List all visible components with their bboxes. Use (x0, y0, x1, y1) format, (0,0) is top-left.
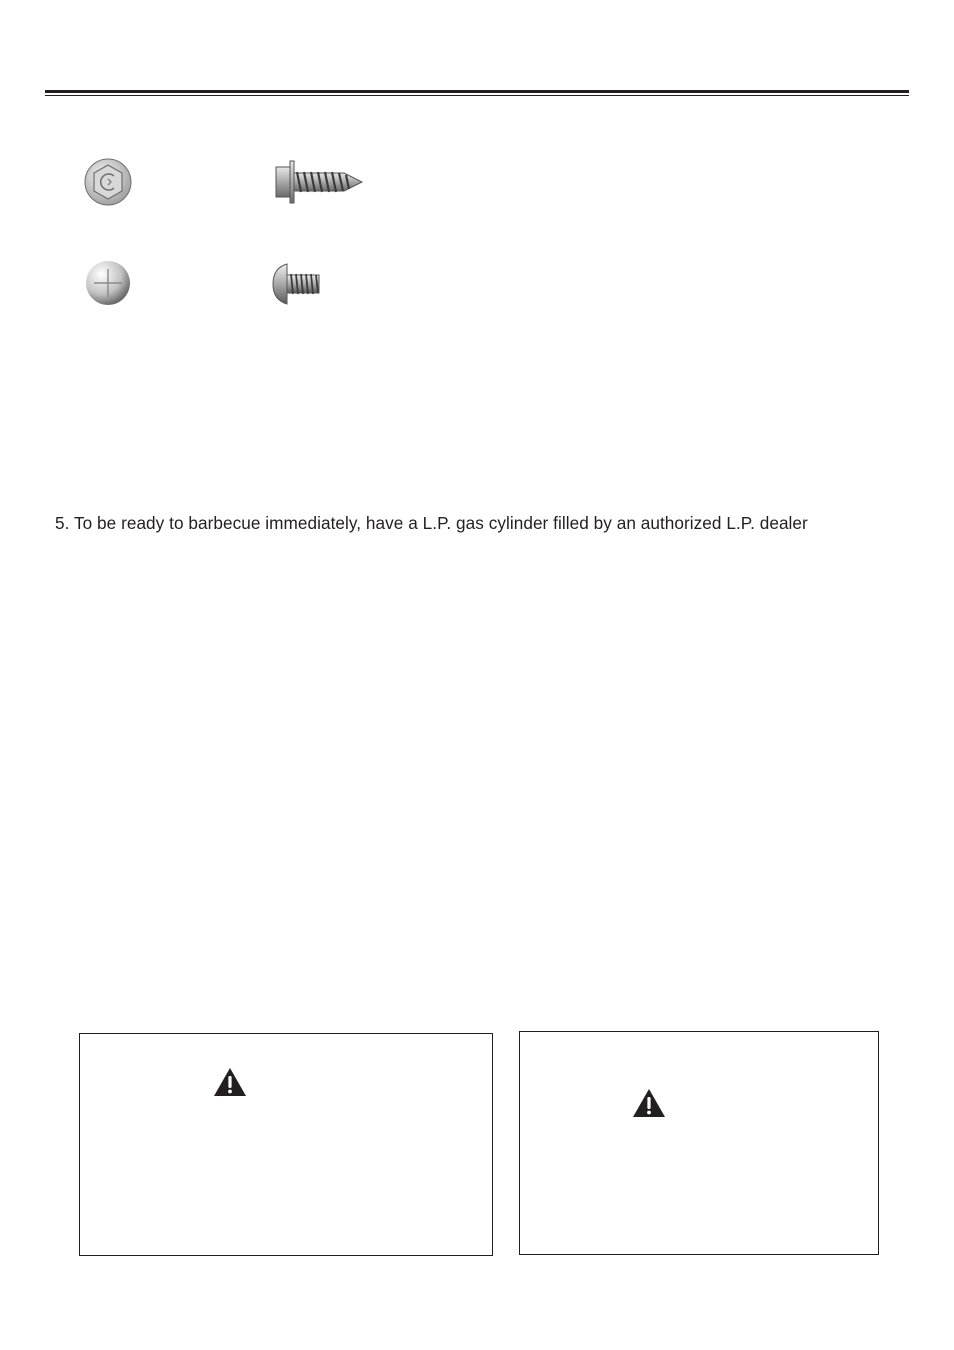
hex-screw-side-icon (272, 157, 366, 207)
step-5-instruction: 5. To be ready to barbecue immediately, have a L.P. gas cylinder filled by an authorized L.P. dealer (55, 513, 808, 533)
phillips-screw-head-icon (84, 259, 132, 307)
warning-triangle-icon (632, 1088, 666, 1123)
header-rule-thick (45, 90, 909, 93)
warning-box-right (519, 1031, 879, 1255)
hex-screw-head-icon (83, 157, 133, 207)
header-rule-thin (45, 95, 909, 96)
warning-triangle-icon (213, 1067, 247, 1102)
warning-box-left (79, 1033, 493, 1256)
phillips-screw-side-icon (271, 262, 323, 306)
